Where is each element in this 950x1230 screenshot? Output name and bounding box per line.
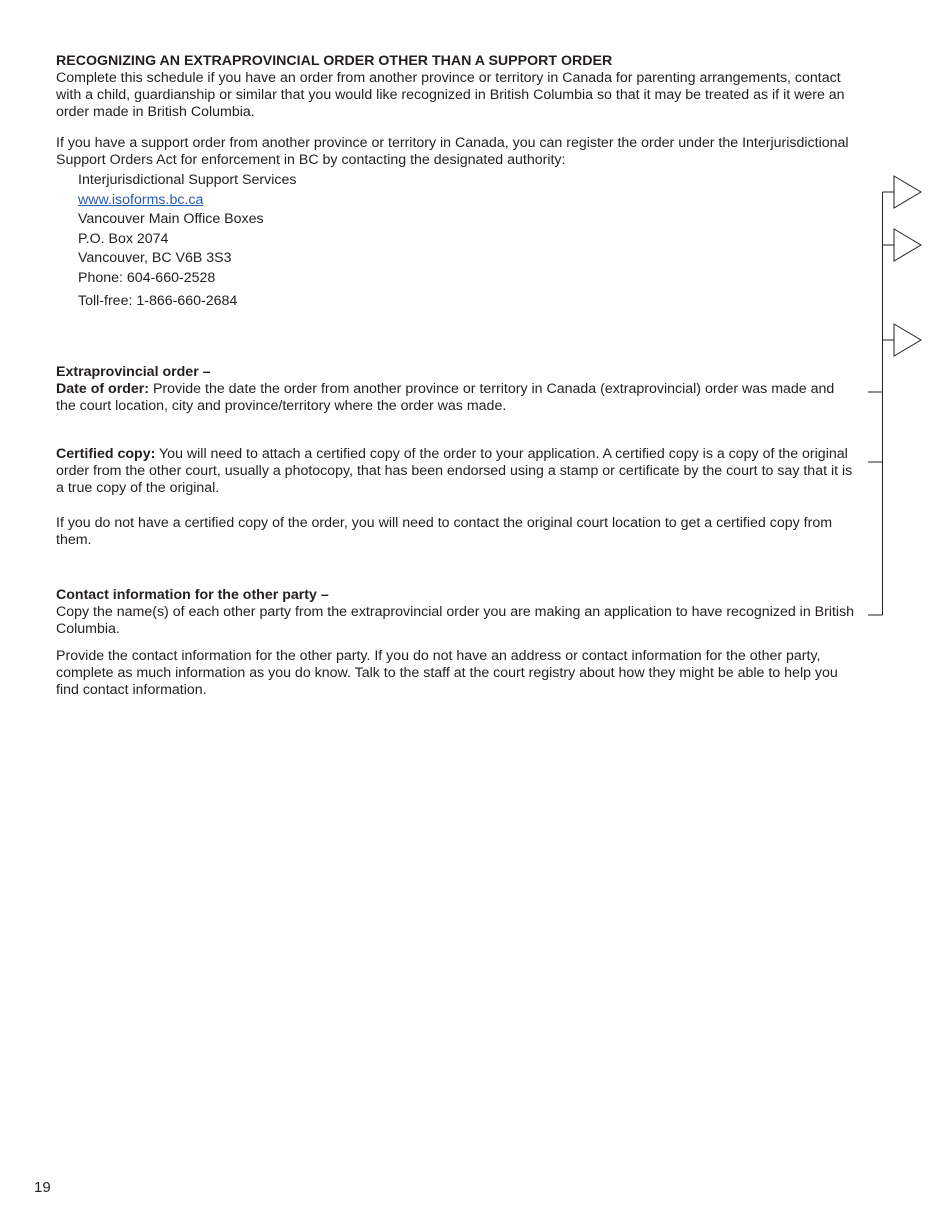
- phone: Phone: 604-660-2528: [78, 269, 216, 286]
- certified-copy-text: You will need to attach a certified copy of the order to your application. A certified copy is a copy of the original order from the other court, usually a photocopy, that has been endorsed using a stamp or certificate by the court to say that it is a true copy of the original.: [56, 446, 853, 496]
- contact-info-heading: Contact information for the other party –: [56, 587, 329, 603]
- section-heading: RECOGNIZING AN EXTRAPROVINCIAL ORDER OTHER THAN A SUPPORT ORDER: [56, 53, 613, 69]
- triangle-marker-3: [894, 324, 921, 356]
- date-of-order-text: Provide the date the order from another province or territory in Canada (extraprovincial) order was made and the court location, city and province/territory where the order was made.: [56, 381, 835, 414]
- page-number: 19: [34, 1179, 51, 1196]
- office-name: Vancouver Main Office Boxes: [78, 211, 264, 227]
- intro-paragraph: Complete this schedule if you have an order from another province or territory in Canada for parenting arrangements, contact with a child, guardianship or similar that you would like recognized in British Columbia so that it may be treated as if it were an order made in British Columbia.: [56, 70, 845, 120]
- support-order-paragraph: If you have a support order from another province or territory in Canada, you can register the order under the Interjurisdictional Support Orders Act for enforcement in BC by contacting the designated authority:: [56, 135, 849, 168]
- isoforms-website-link[interactable]: www.isoforms.bc.ca: [78, 191, 204, 208]
- provide-contact-paragraph: Provide the contact information for the other party. If you do not have an address or contact information for the other party, complete as much information as you do know. Talk to the staff at the court registry about how they might be able to help you find contact information.: [56, 648, 838, 698]
- copy-names-paragraph: Copy the name(s) of each other party from the extraprovincial order you are making an application to have recognized in British Columbia.: [56, 604, 855, 637]
- certified-copy-label: Certified copy:: [56, 446, 156, 462]
- po-box: P.O. Box 2074: [78, 230, 169, 247]
- city-postal: Vancouver, BC V6B 3S3: [78, 250, 232, 266]
- extraprovincial-heading: Extraprovincial order –: [56, 364, 211, 380]
- triangle-marker-2: [894, 229, 921, 261]
- toll-free: Toll-free: 1-866-660-2684: [78, 293, 238, 309]
- triangle-marker-1: [894, 176, 921, 208]
- authority-name: Interjurisdictional Support Services: [78, 172, 297, 188]
- date-of-order-label: Date of order:: [56, 381, 150, 397]
- no-certified-copy-paragraph: If you do not have a certified copy of the order, you will need to contact the original court location to get a certified copy from them.: [56, 515, 833, 548]
